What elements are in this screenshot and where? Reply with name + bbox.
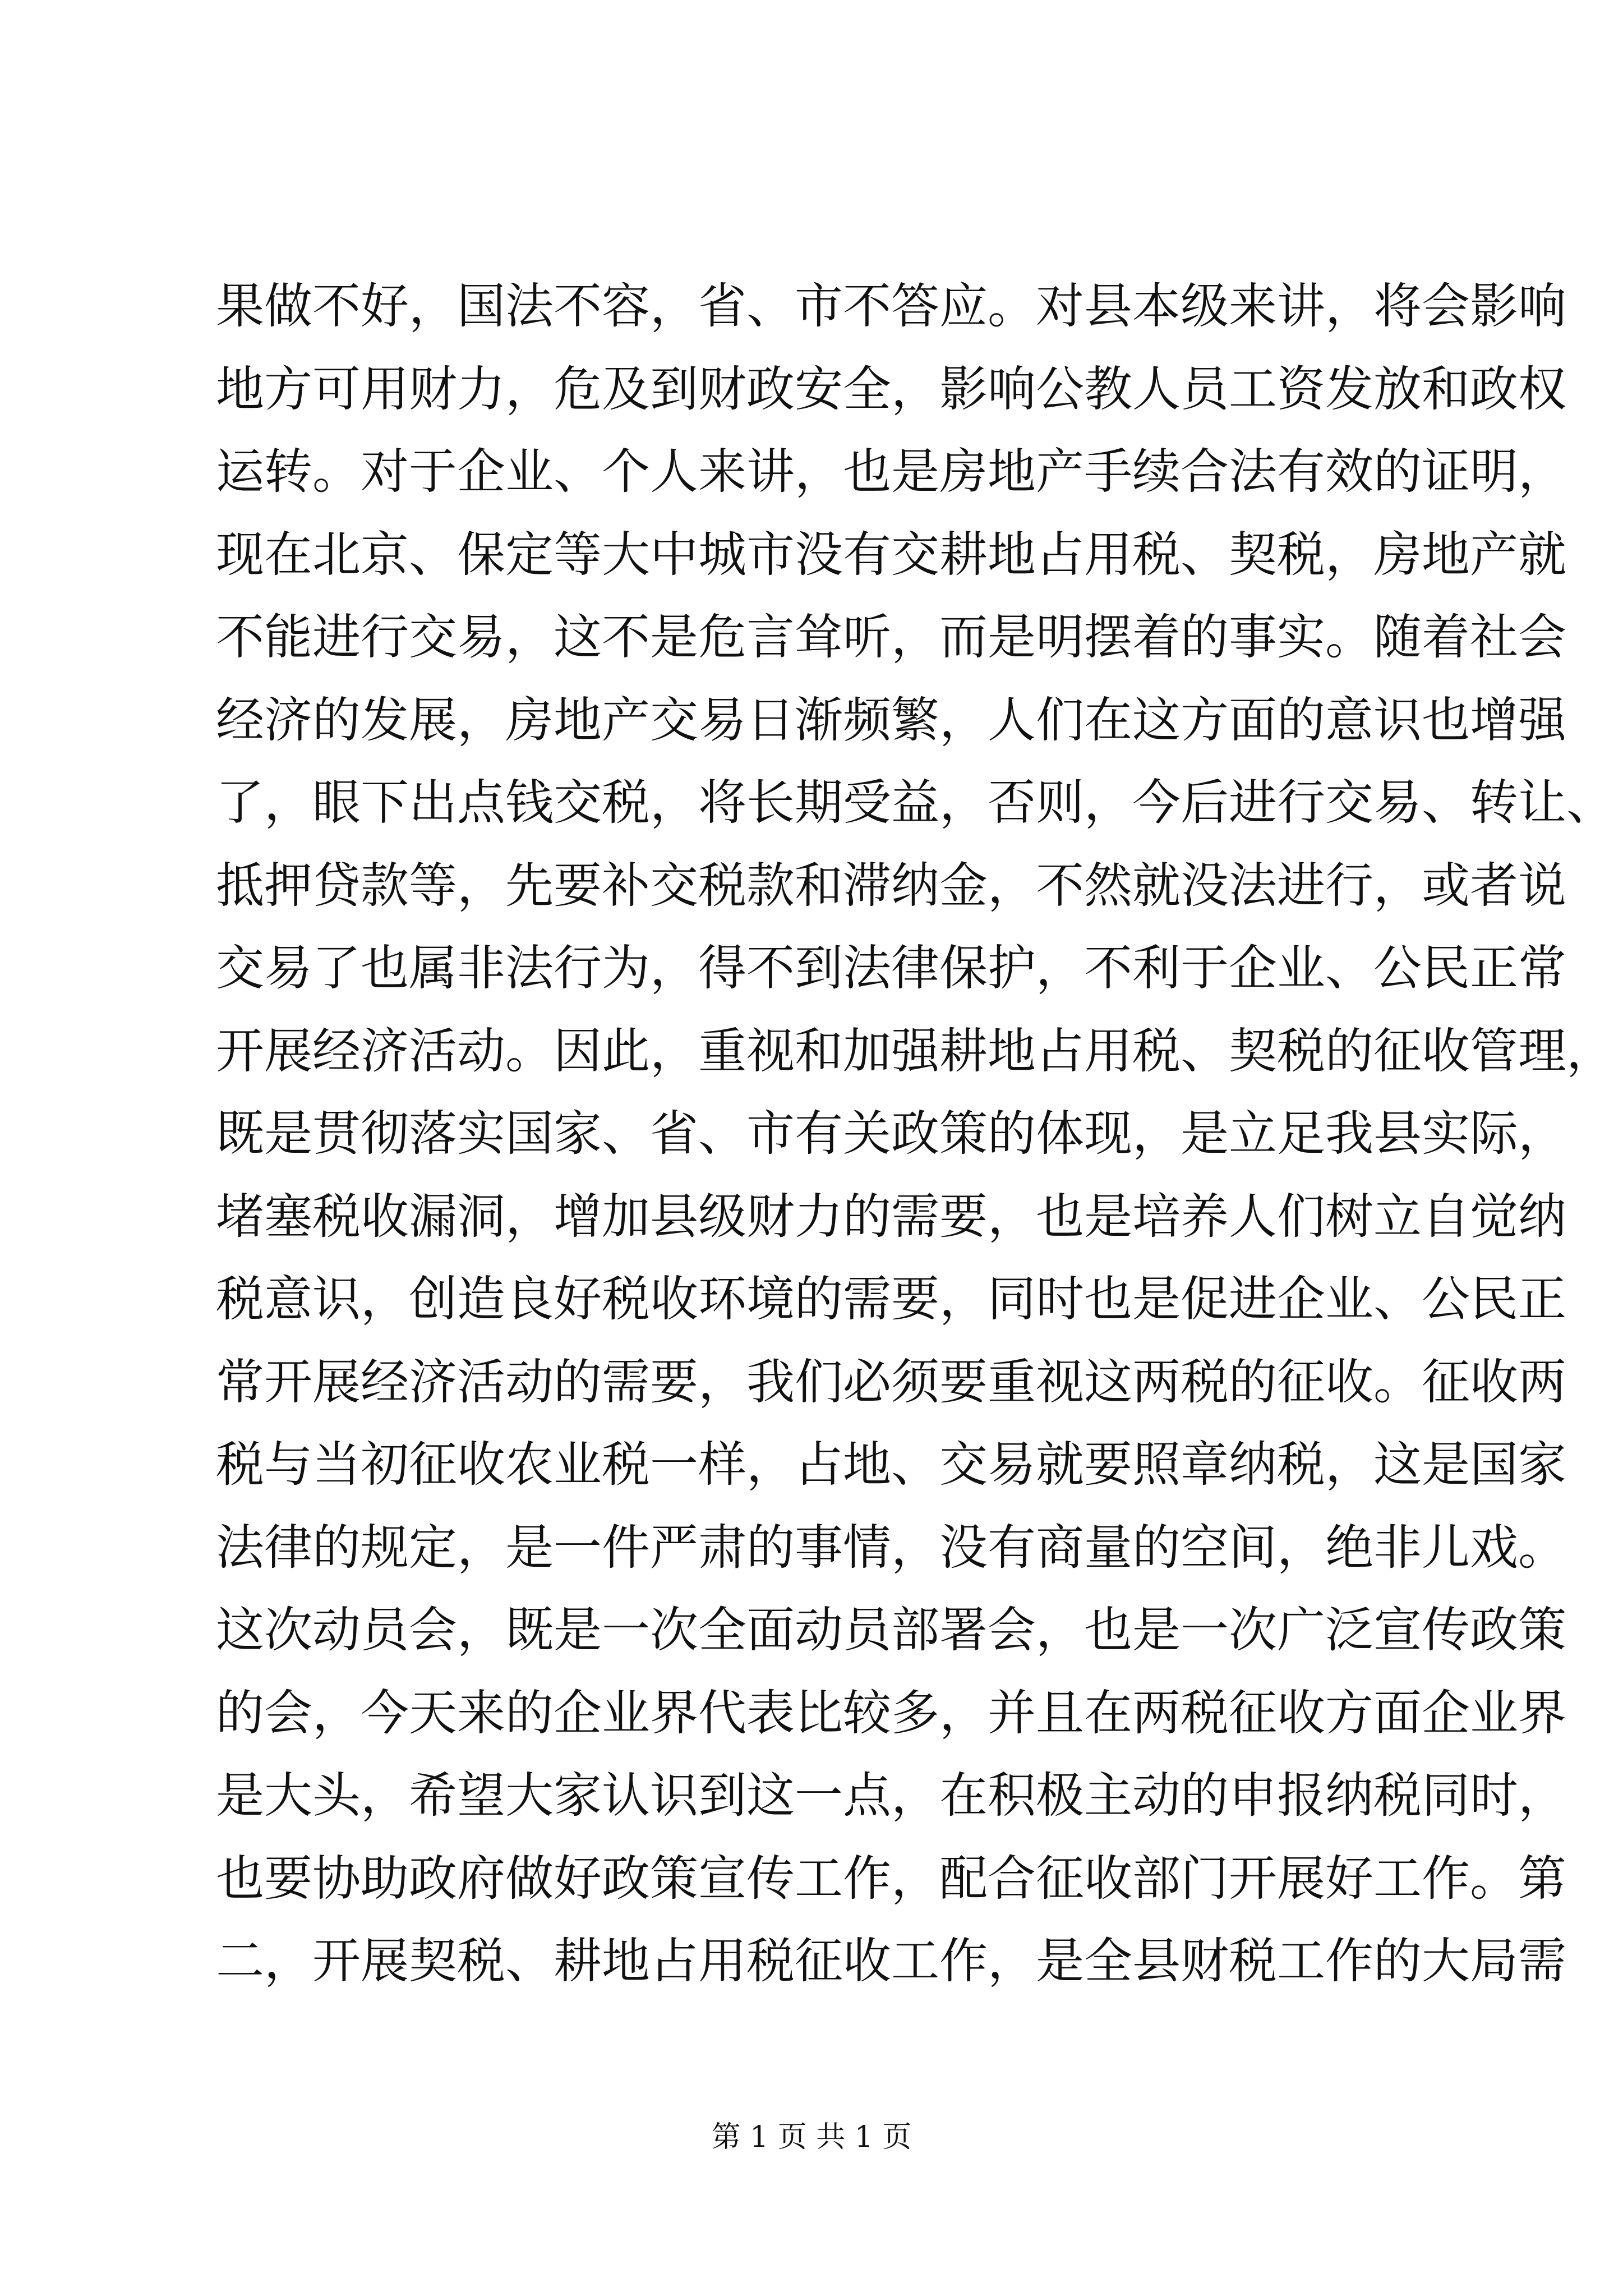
page-number-label: 第 1 页 共 1 页 <box>711 2120 912 2154</box>
text-line: 常开展经济活动的需要，我们必须要重视这两税的征收。征收两 <box>216 1354 1566 1410</box>
text-line: 地方可用财力，危及到财政安全，影响公教人员工资发放和政权 <box>216 361 1566 417</box>
text-line: 交易了也属非法行为，得不到法律保护，不利于企业、公民正常 <box>216 940 1566 996</box>
text-line: 二，开展契税、耕地占用税征收工作，是全县财税工作的大局需 <box>216 1933 1566 1989</box>
text-line: 的会，今天来的企业界代表比较多，并且在两税征收方面企业界 <box>216 1685 1566 1741</box>
text-line: 了，眼下出点钱交税，将长期受益，否则，今后进行交易、转让、 <box>216 775 1615 831</box>
text-line: 抵押贷款等，先要补交税款和滞纳金，不然就没法进行，或者说 <box>216 857 1566 914</box>
text-line: 既是贯彻落实国家、省、市有关政策的体现，是立足我县实际， <box>216 1106 1566 1162</box>
text-line: 开展经济活动。因此，重视和加强耕地占用税、契税的征收管理， <box>216 1023 1615 1079</box>
text-line: 经济的发展，房地产交易日渐频繁，人们在这方面的意识也增强 <box>216 692 1566 748</box>
body-text <box>216 265 1615 2003</box>
text-line: 这次动员会，既是一次全面动员部署会，也是一次广泛宣传政策 <box>216 1602 1566 1658</box>
page-footer <box>0 2118 1623 2157</box>
text-line: 运转。对于企业、个人来讲，也是房地产手续合法有效的证明， <box>216 444 1566 500</box>
text-line: 果做不好，国法不容，省、市不答应。对县本级来讲，将会影响 <box>216 278 1566 334</box>
text-line: 法律的规定，是一件严肃的事情，没有商量的空间，绝非儿戏。 <box>216 1519 1566 1576</box>
text-line: 现在北京、保定等大中城市没有交耕地占用税、契税，房地产就 <box>216 526 1566 583</box>
text-line: 是大头，希望大家认识到这一点，在积极主动的申报纳税同时， <box>216 1768 1566 1824</box>
text-line: 不能进行交易，这不是危言耸听，而是明摆着的事实。随着社会 <box>216 609 1566 665</box>
text-line: 税与当初征收农业税一样，占地、交易就要照章纳税，这是国家 <box>216 1437 1566 1493</box>
text-line: 堵塞税收漏洞，增加县级财力的需要，也是培养人们树立自觉纳 <box>216 1188 1566 1245</box>
text-line: 税意识，创造良好税收环境的需要，同时也是促进企业、公民正 <box>216 1271 1566 1327</box>
text-line: 也要协助政府做好政策宣传工作，配合征收部门开展好工作。第 <box>216 1850 1566 1907</box>
